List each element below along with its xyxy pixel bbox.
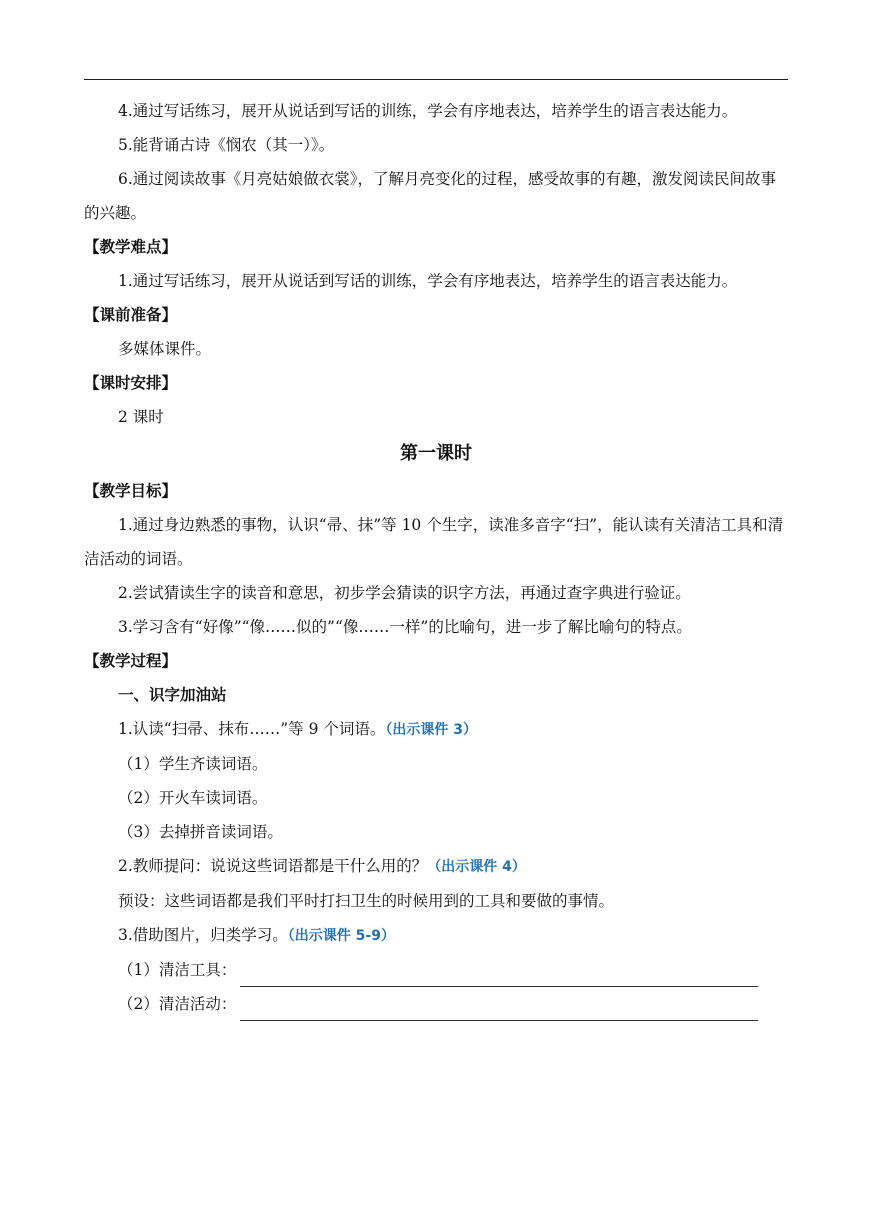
courseware-note-4: （出示课件 4） [427,859,526,875]
step-2-text: 2.教师提问：说说这些词语都是干什么用的？ [118,857,428,875]
fill-label-activities: （2）清洁活动： [118,995,237,1013]
fill-line-tools [118,953,788,987]
document-body [84,94,788,1021]
preset-text: 预设：这些词语都是我们平时打扫卫生的时候用到的工具和要做的事情。 [118,892,615,910]
objective-item-4: 4.通过写话练习，展开从说话到写话的训练，学会有序地表达，培养学生的语言表达能力。 [118,102,738,120]
blank-line-activities[interactable] [240,998,758,1021]
schedule-heading: 【课时安排】 [84,374,178,392]
difficulty-heading: 【教学难点】 [84,238,178,256]
step-3-text: 3.借助图片，归类学习。 [118,926,288,944]
objective-item-6: 6.通过阅读故事《月亮姑娘做衣裳》，了解月亮变化的过程，感受故事的有趣，激发阅读民间故事的兴趣。 [84,170,777,222]
step-1-sub-3: （3）去掉拼音读词语。 [118,823,283,841]
step-1-sub-2: （2）开火车读词语。 [118,789,268,807]
objective-item-5: 5.能背诵古诗《悯农（其一）》。 [118,136,335,154]
blank-line-tools[interactable] [240,964,758,987]
lesson-title: 第一课时 [400,443,472,464]
step-2 [84,849,788,884]
goals-heading: 【教学目标】 [84,482,178,500]
step-1 [84,712,788,747]
section-heading: 一、识字加油站 [118,686,227,704]
courseware-note-3: （出示课件 3） [385,722,477,738]
fill-line-activities [118,987,788,1021]
process-heading: 【教学过程】 [84,652,178,670]
header-rule [84,79,788,80]
goal-item-3: 3.学习含有“好像”“像……似的”“像……一样”的比喻句，进一步了解比喻句的特点。 [118,618,692,636]
step-3 [84,918,788,953]
schedule-text: 2 课时 [118,408,164,426]
preparation-text: 多媒体课件。 [118,340,212,358]
preparation-heading: 【课前准备】 [84,306,178,324]
step-1-text: 1.认读“扫帚、抹布……”等 9 个词语。 [118,720,386,738]
courseware-note-5-9: （出示课件 5-9） [287,928,395,944]
goal-item-2: 2.尝试猜读生字的读音和意思，初步学会猜读的识字方法，再通过查字典进行验证。 [118,584,691,602]
goal-item-1: 1.通过身边熟悉的事物，认识“帚、抹”等 10 个生字，读准多音字“扫”，能认读有关清洁工具和清洁活动的词语。 [84,516,784,568]
step-1-sub-1: （1）学生齐读词语。 [118,755,268,773]
difficulty-item-1: 1.通过写话练习，展开从说话到写话的训练，学会有序地表达，培养学生的语言表达能力。 [118,272,738,290]
fill-label-tools: （1）清洁工具： [118,961,237,979]
